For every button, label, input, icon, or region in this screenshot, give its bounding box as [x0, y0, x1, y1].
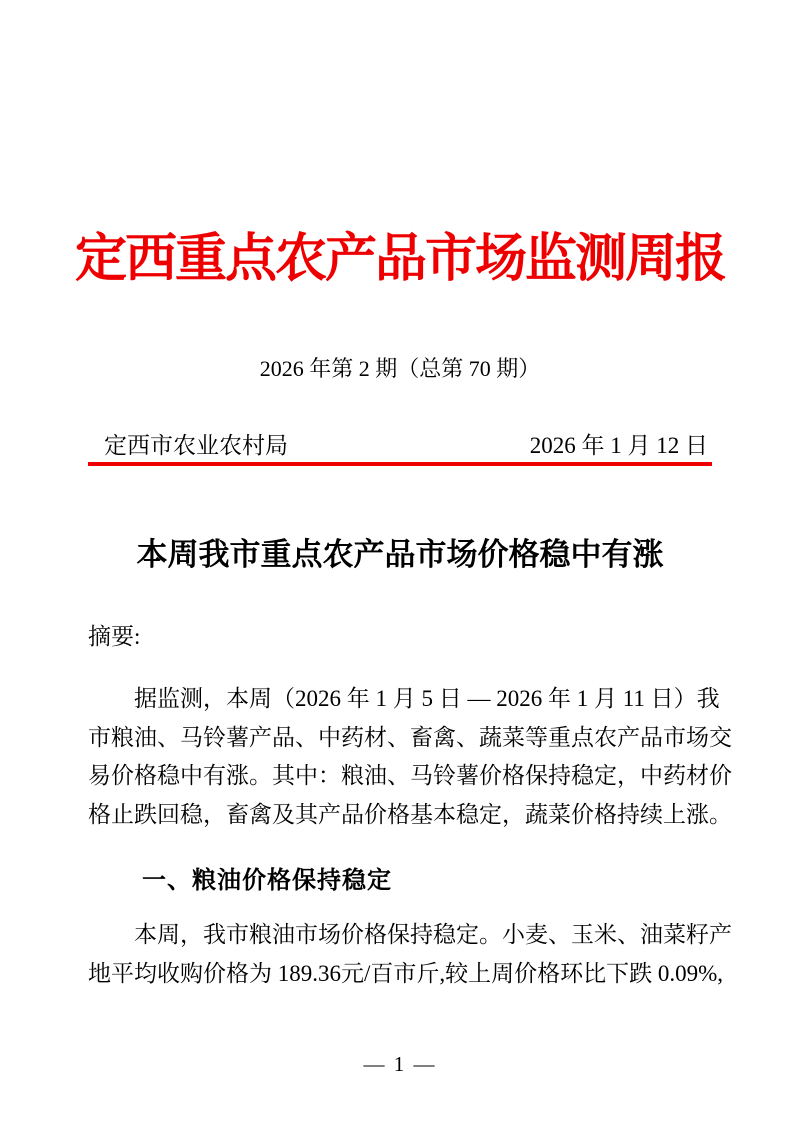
- text-line: 格止跌回稳，畜禽及其产品价格基本稳定，蔬菜价格持续上涨。: [88, 801, 732, 827]
- abstract-paragraph: [88, 680, 732, 834]
- red-divider-rule: [88, 462, 712, 466]
- issue-number-line: 2026 年第 2 期（总第 70 期）: [259, 356, 541, 381]
- text-line: 本周，我市粮油市场价格保持稳定。小麦、玉米、油菜籽产: [134, 922, 732, 947]
- abstract-label: 摘要:: [88, 624, 141, 649]
- section-1-heading: 一、粮油价格保持稳定: [142, 867, 392, 894]
- text-line: 易价格稳中有涨。其中：粮油、马铃薯价格保持稳定，中药材价: [88, 763, 732, 788]
- issue-date: 2026 年 1 月 12 日: [529, 433, 708, 458]
- text-line: 市粮油、马铃薯产品、中药材、畜禽、蔬菜等重点农产品市场交: [88, 724, 732, 750]
- document-title: 定西重点农产品市场监测周报: [74, 231, 725, 288]
- article-headline: 本周我市重点农产品市场价格稳中有涨: [136, 537, 664, 572]
- text-line: 地平均收购价格为 189.36元/百市斤,较上周价格环比下跌 0.09%,: [88, 960, 724, 986]
- section-1-paragraph: [88, 916, 732, 993]
- page-number: — 1 —: [363, 1052, 437, 1076]
- issuer-row: [88, 431, 712, 461]
- issuing-agency: 定西市农业农村局: [104, 433, 288, 458]
- text-line: 据监测，本周（2026 年 1 月 5 日 — 2026 年 1 月 11 日）我: [134, 686, 720, 711]
